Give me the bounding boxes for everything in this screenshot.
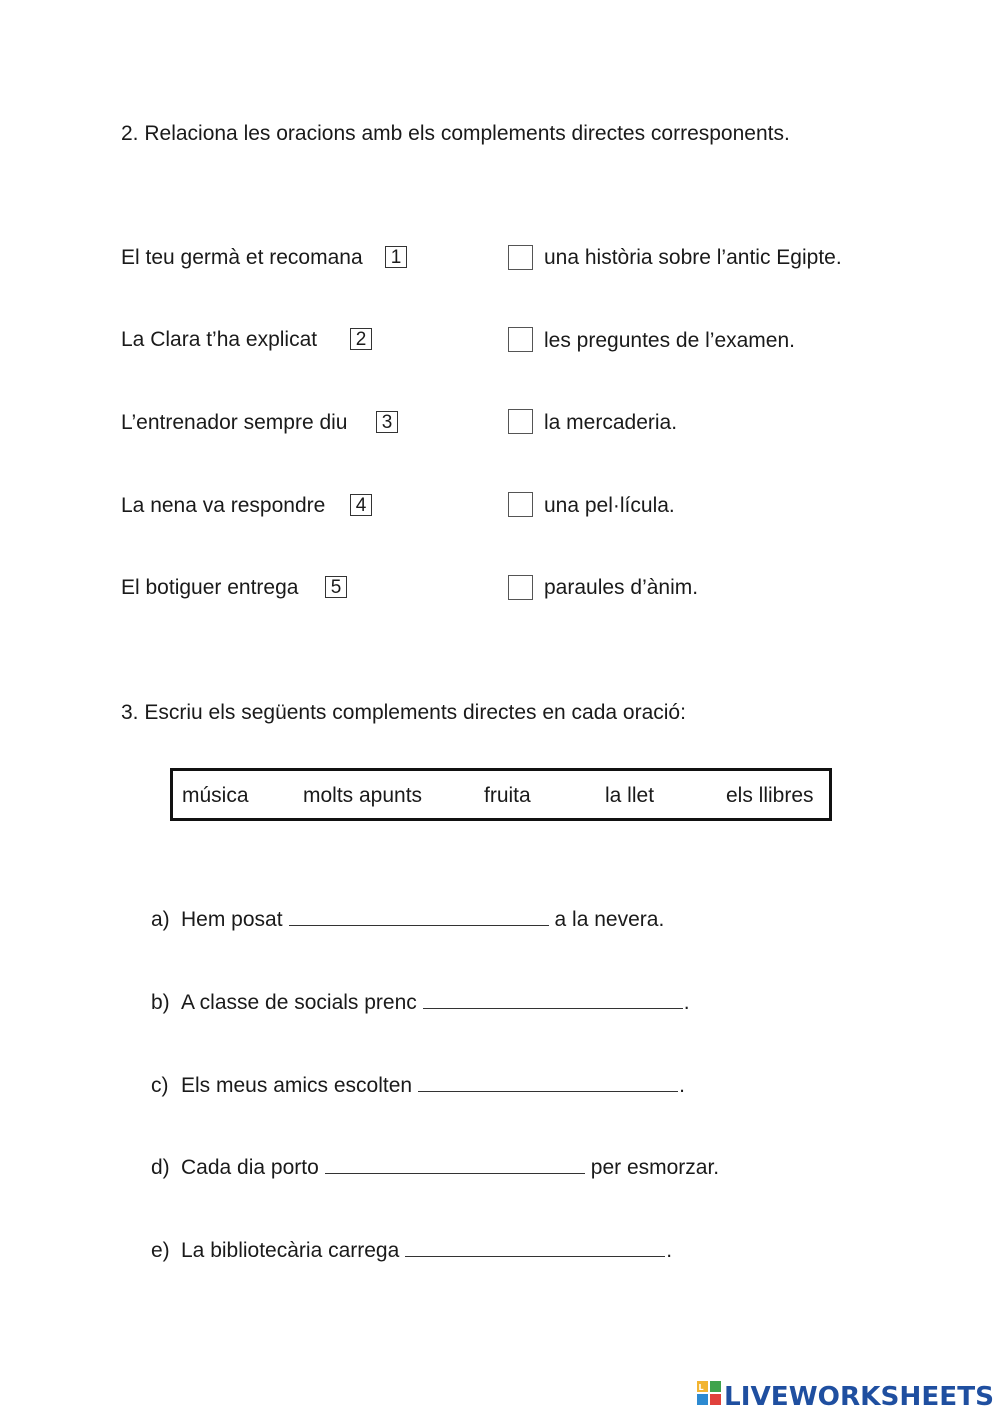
word-bank-item: la llet	[605, 784, 655, 807]
sentence-before: A classe de socials prenc	[181, 991, 417, 1014]
liveworksheets-logo	[697, 1378, 995, 1410]
answer-blank-b[interactable]	[423, 988, 683, 1009]
sentence-before: Els meus amics escolten	[181, 1074, 413, 1097]
sentence-before: Cada dia porto	[181, 1156, 319, 1179]
answer-blank-e[interactable]	[405, 1236, 665, 1257]
exercise-3-title: 3. Escriu els següents complements directes en cada oració:	[121, 701, 686, 724]
sentence-number-1: 1	[385, 246, 407, 268]
sentence-label: e)	[151, 1239, 170, 1262]
sentence-label: b)	[151, 991, 170, 1014]
sentence-after: a la nevera.	[554, 908, 665, 931]
answer-blank-d[interactable]	[325, 1153, 585, 1174]
answer-blank-c[interactable]	[418, 1071, 678, 1092]
sentence-start-3: L’entrenador sempre diu	[121, 411, 348, 434]
word-bank-item: els llibres	[726, 784, 814, 807]
answer-box-4[interactable]	[508, 492, 533, 517]
sentence-number-2: 2	[350, 328, 372, 350]
fill-sentence-a	[151, 905, 664, 933]
sentence-start-1: El teu germà et recomana	[121, 246, 363, 269]
sentence-start-4: La nena va respondre	[121, 494, 326, 517]
word-bank-item: música	[182, 784, 249, 807]
complement-5: paraules d’ànim.	[544, 576, 699, 599]
complement-2: les preguntes de l’examen.	[544, 329, 795, 352]
logo-mark-icon	[697, 1381, 721, 1405]
fill-sentence-d	[151, 1153, 719, 1181]
sentence-label: c)	[151, 1074, 169, 1097]
sentence-label: a)	[151, 908, 170, 931]
sentence-after: .	[683, 991, 690, 1014]
logo-text: LIVEWORKSHEETS	[724, 1382, 994, 1410]
word-bank	[170, 768, 832, 821]
logo-mark-letter: L	[698, 1383, 704, 1392]
sentence-start-2: La Clara t’ha explicat	[121, 328, 318, 351]
sentence-before: La bibliotecària carrega	[181, 1239, 400, 1262]
complement-4: una pel·lícula.	[544, 494, 675, 517]
answer-blank-a[interactable]	[289, 905, 549, 926]
word-bank-item: molts apunts	[303, 784, 423, 807]
sentence-label: d)	[151, 1156, 170, 1179]
exercise-2-title: 2. Relaciona les oracions amb els complements directes corresponents.	[121, 122, 790, 145]
sentence-after: .	[666, 1239, 673, 1262]
answer-box-3[interactable]	[508, 409, 533, 434]
sentence-start-5: El botiguer entrega	[121, 576, 299, 599]
sentence-after: .	[679, 1074, 685, 1097]
fill-sentence-e	[151, 1236, 672, 1264]
answer-box-2[interactable]	[508, 327, 533, 352]
sentence-number-4: 4	[350, 494, 372, 516]
fill-sentence-c	[151, 1071, 685, 1099]
answer-box-5[interactable]	[508, 575, 533, 600]
answer-box-1[interactable]	[508, 245, 533, 270]
sentence-before: Hem posat	[181, 908, 283, 931]
sentence-number-3: 3	[376, 411, 398, 433]
sentence-after: per esmorzar.	[590, 1156, 720, 1179]
complement-3: la mercaderia.	[544, 411, 678, 434]
sentence-number-5: 5	[325, 576, 347, 598]
word-bank-item: fruita	[484, 784, 531, 807]
fill-sentence-b	[151, 988, 690, 1016]
complement-1: una història sobre l’antic Egipte.	[544, 246, 842, 269]
